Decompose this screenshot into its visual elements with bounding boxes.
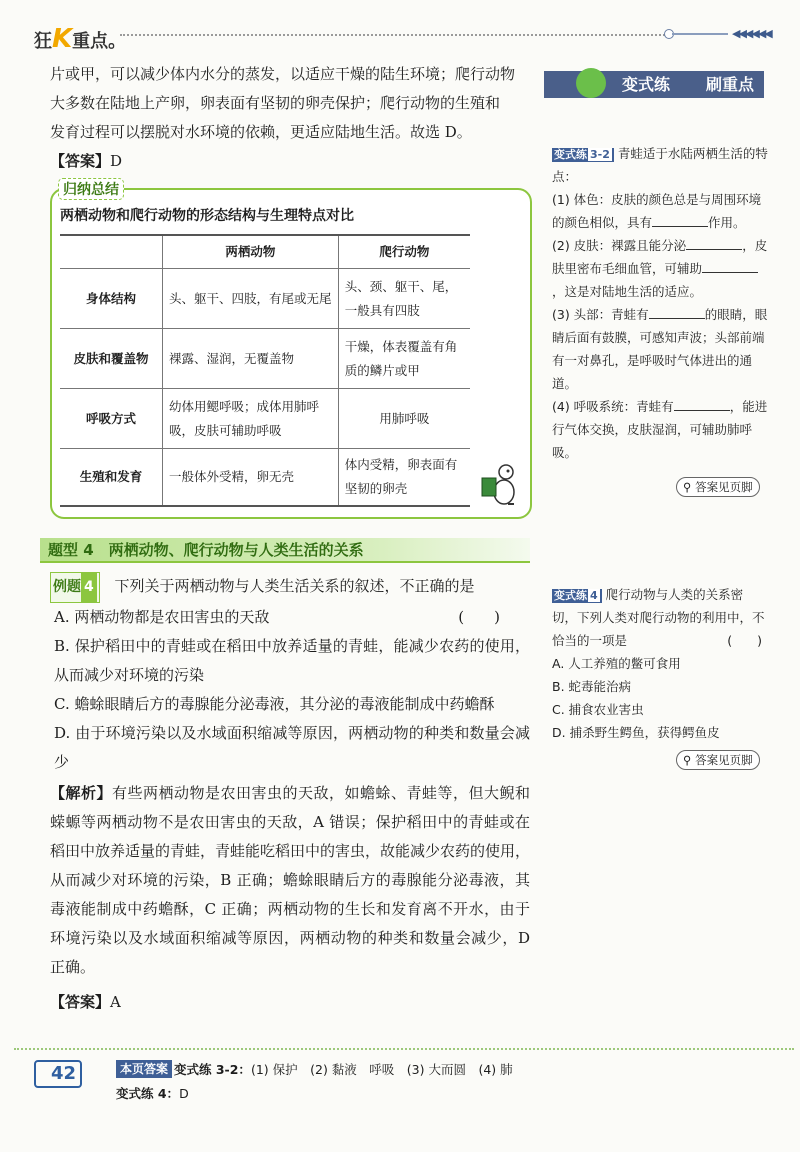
exercise-intro-text: 青蛙适于水陆两栖生活的特点： xyxy=(552,146,768,184)
table-row xyxy=(60,449,470,507)
option-item: B. 蛇毒能治病 xyxy=(552,679,632,694)
table-row xyxy=(60,329,470,389)
cell-reptile: 干燥，体表覆盖有角质的鳞片或甲 xyxy=(338,329,470,389)
cell-reptile: 体内受精，卵表面有坚韧的卵壳 xyxy=(338,449,470,507)
topic-bar: 题型 4 两栖动物、爬行动物与人类生活的关系 xyxy=(40,538,530,563)
answer-blank[interactable] xyxy=(674,396,730,411)
intro-paragraph xyxy=(50,60,530,176)
answer-footer-link[interactable]: ⚲ 答案见页脚 xyxy=(676,750,760,770)
footer-label: 变式练 3-2： xyxy=(174,1062,251,1077)
brand-suffix: 重点。 xyxy=(72,31,127,52)
example-label-text: 例题 xyxy=(53,579,81,595)
exercise-item xyxy=(552,188,768,234)
side-header-right: 刷重点 xyxy=(706,75,755,94)
exercise-question-text: 爬行动物与人类的关系密切，下列人类对爬行动物的利用中，不恰当的一项是 xyxy=(552,587,765,648)
item-text: (1) 体色：皮肤的颜色总是与周围环境的颜色相似，具有 xyxy=(552,192,762,230)
answer-value: A xyxy=(110,993,121,1011)
summary-tab: 归纳总结 xyxy=(58,178,124,200)
item-text: (3) 头部：青蛙有 xyxy=(552,307,649,322)
intro-line: 片或甲，可以减少体内水分的蒸发，以适应干燥的陆生环境；爬行动物 xyxy=(50,65,516,83)
answer-blank[interactable] xyxy=(649,304,705,319)
header-arrows-icon: ◀◀◀◀◀◀ xyxy=(732,27,771,40)
footer-answer-line xyxy=(116,1084,189,1102)
exercise-tag-num: 3-2 xyxy=(590,148,610,161)
item-text: 作用。 xyxy=(708,215,746,230)
question-text: 下列关于两栖动物与人类生活关系的叙述，不正确的是 xyxy=(114,577,475,595)
row-label: 身体结构 xyxy=(60,269,163,329)
footer-text: D xyxy=(179,1086,189,1101)
exercise-tag-num: 4 xyxy=(590,589,598,602)
item-text: ，皮肤里密布毛细血管，可辅助 xyxy=(552,238,768,276)
answer-value: D xyxy=(110,152,123,170)
analysis-block xyxy=(50,779,530,982)
answer-paren: ( ) xyxy=(727,633,762,648)
option-item: A. 人工养殖的鳖可食用 xyxy=(552,656,681,671)
exercise-item xyxy=(552,303,768,395)
answer-blank[interactable] xyxy=(652,212,708,227)
table-header: 两栖动物 xyxy=(163,235,339,269)
answer-paren: ( ) xyxy=(458,608,500,626)
footer-answer-line xyxy=(174,1060,513,1078)
side-header xyxy=(544,71,764,98)
row-label: 呼吸方式 xyxy=(60,389,163,449)
cell-reptile: 头、颈、躯干、尾，一般具有四肢 xyxy=(338,269,470,329)
answer-blank[interactable] xyxy=(702,258,758,273)
intro-answer xyxy=(50,147,530,176)
answer-blank[interactable] xyxy=(686,235,742,250)
cell-amphibian: 裸露、湿润，无覆盖物 xyxy=(163,329,339,389)
brand-logo xyxy=(34,24,126,54)
page-number: 42 xyxy=(34,1060,82,1088)
answers-tag: 本页答案 xyxy=(116,1060,172,1078)
exercise-tag-text: 变式练 xyxy=(554,589,587,602)
exercise-3-2 xyxy=(552,142,768,464)
comparison-table xyxy=(60,234,470,507)
option-item: B. 保护稻田中的青蛙或在稻田中放养适量的青蛙，能减少农药的使用，从而减少对环境的污染 xyxy=(54,637,530,684)
row-label: 生殖和发育 xyxy=(60,449,163,507)
footer-text: (1) 保护 (2) 黏液 呼吸 (3) 大而圆 (4) 肺 xyxy=(250,1062,513,1077)
example-number: 4 xyxy=(81,573,97,602)
item-text: ，这是对陆地生活的适应。 xyxy=(552,284,703,299)
table-header: 爬行动物 xyxy=(338,235,470,269)
option-item: C. 蟾蜍眼睛后方的毒腺能分泌毒液，其分泌的毒液能制成中药蟾酥 xyxy=(54,695,495,713)
answer-pill-text: 答案见页脚 xyxy=(695,753,753,767)
example-block xyxy=(50,572,530,1017)
option-item: A. 两栖动物都是农田害虫的天敌 xyxy=(54,608,270,626)
exercise-item xyxy=(552,395,768,464)
analysis-label: 【解析】 xyxy=(50,784,112,802)
option-item: D. 捕杀野生鳄鱼，获得鳄鱼皮 xyxy=(552,725,720,740)
cell-amphibian: 头、躯干、四肢，有尾或无尾 xyxy=(163,269,339,329)
cell-amphibian: 幼体用鳃呼吸；成体用肺呼吸，皮肤可辅助呼吸 xyxy=(163,389,339,449)
item-text: (2) 皮肤：裸露且能分泌 xyxy=(552,238,687,253)
item-text: 的眼睛，眼睛后面有鼓膜，可感知声波；头部前端有一对鼻孔，是呼吸时气体进出的通道。 xyxy=(552,307,768,391)
example-answer xyxy=(50,988,530,1017)
exercise-4 xyxy=(552,583,768,744)
answer-pill-text: 答案见页脚 xyxy=(695,480,753,494)
exercise-tag xyxy=(552,589,602,603)
answer-footer-link[interactable]: ⚲ 答案见页脚 xyxy=(676,477,760,497)
intro-line: 大多数在陆地上产卵，卵表面有坚韧的卵壳保护；爬行动物的生殖和 xyxy=(50,94,501,112)
exercise-item xyxy=(552,234,768,303)
footer-divider xyxy=(14,1048,794,1050)
option-item: D. 由于环境污染以及水域面积缩减等原因，两栖动物的种类和数量会减少 xyxy=(54,724,530,771)
reading-mascot-icon xyxy=(478,462,518,506)
item-text: ，能进行气体交换，皮肤湿润，可辅助肺呼吸。 xyxy=(552,399,768,460)
table-header-row xyxy=(60,235,470,269)
brand-prefix: 狂 xyxy=(34,31,52,52)
table-row xyxy=(60,389,470,449)
intro-line: 发育过程可以摆脱对水环境的依赖，更适应陆地生活。故选 D。 xyxy=(50,123,472,141)
header-line xyxy=(672,33,728,35)
side-header-left: 变式练 xyxy=(622,75,671,94)
summary-title: 两栖动物和爬行动物的形态结构与生理特点对比 xyxy=(60,208,354,224)
option-item: C. 捕食农业害虫 xyxy=(552,702,644,717)
exercise-tag xyxy=(552,148,614,162)
exercise-intro xyxy=(552,142,768,188)
table-corner xyxy=(60,235,163,269)
example-label xyxy=(50,572,100,603)
brand-k: K xyxy=(52,24,73,54)
item-text: (4) 呼吸系统：青蛙有 xyxy=(552,399,674,414)
student-icon xyxy=(576,68,606,98)
table-row xyxy=(60,269,470,329)
row-label: 皮肤和覆盖物 xyxy=(60,329,163,389)
exercise-question xyxy=(552,583,768,652)
analysis-text: 有些两栖动物是农田害虫的天敌，如蟾蜍、青蛙等，但大鲵和蝾螈等两栖动物不是农田害虫的天敌，A 错误；保护稻田中的青蛙或在稻田中放养适量的青蛙，青蛙能吃稻田中的害虫，故能减少农药的使用，从而减少对环境的污染，B 正确；蟾蜍眼睛后方的毒腺能分泌毒液，其毒液能制成中药蟾酥，C 正确；两栖动物的生长和发育离不开水，由于环境污染以及水域面积缩减等原因，两栖动物的种类和数量会减少，D 正确。 xyxy=(50,784,531,976)
cell-reptile: 用肺呼吸 xyxy=(338,389,470,449)
header-dotted-line xyxy=(120,34,668,36)
cell-amphibian: 一般体外受精，卵无壳 xyxy=(163,449,339,507)
answer-label: 【答案】 xyxy=(50,993,111,1011)
exercise-tag-text: 变式练 xyxy=(554,148,587,161)
answer-label: 【答案】 xyxy=(50,152,111,170)
footer-label: 变式练 4： xyxy=(116,1086,180,1101)
